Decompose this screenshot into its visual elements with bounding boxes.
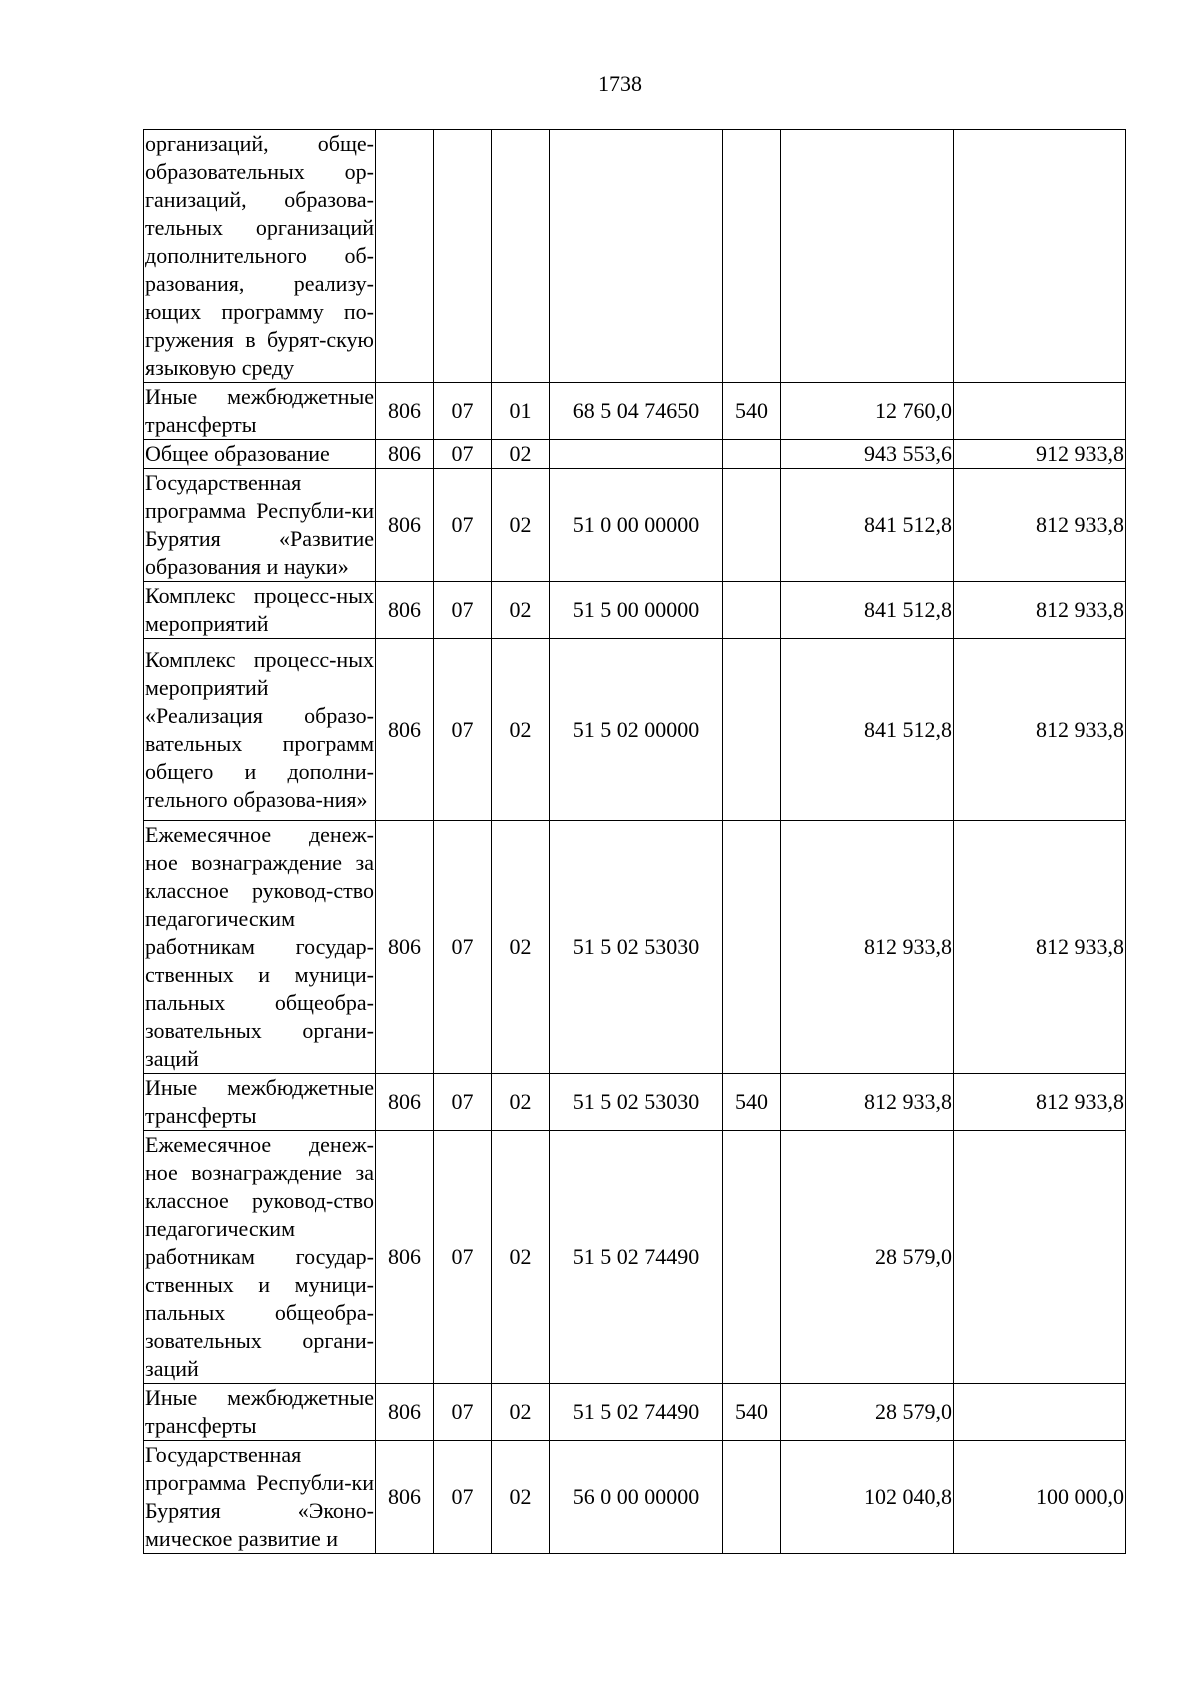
ministry-code-cell: 806 [376, 639, 434, 821]
expense-type-cell: 540 [723, 1074, 781, 1131]
amount-year2-cell: 812 933,8 [954, 821, 1126, 1074]
amount-year2-cell [954, 130, 1126, 383]
section-code-cell: 07 [434, 639, 492, 821]
ministry-code-cell: 806 [376, 1131, 434, 1384]
amount-year1-cell: 812 933,8 [781, 821, 954, 1074]
row-name-cell: Ежемесячное денеж-ное вознаграждение за классное руковод-ство педагогическим работникам государ-ственных и муници-пальных общеобра-зовательных органи-заций [144, 821, 376, 1074]
subsection-code-cell: 02 [492, 1384, 550, 1441]
table-body [144, 130, 1126, 1554]
expense-type-cell: 540 [723, 1384, 781, 1441]
table-row [144, 1074, 1126, 1131]
ministry-code-cell: 806 [376, 1384, 434, 1441]
table-row [144, 821, 1126, 1074]
subsection-code-cell: 02 [492, 1441, 550, 1554]
subsection-code-cell: 02 [492, 1074, 550, 1131]
ministry-code-cell: 806 [376, 582, 434, 639]
amount-year2-cell: 812 933,8 [954, 639, 1126, 821]
target-article-cell: 51 5 02 00000 [550, 639, 723, 821]
target-article-cell: 51 0 00 00000 [550, 469, 723, 582]
row-name-cell: Ежемесячное денеж-ное вознаграждение за классное руковод-ство педагогическим работникам государ-ственных и муници-пальных общеобра-зовательных органи-заций [144, 1131, 376, 1384]
amount-year1-cell: 28 579,0 [781, 1384, 954, 1441]
expense-type-cell [723, 469, 781, 582]
target-article-cell: 51 5 02 53030 [550, 821, 723, 1074]
amount-year2-cell: 100 000,0 [954, 1441, 1126, 1554]
amount-year1-cell: 841 512,8 [781, 582, 954, 639]
table-row [144, 469, 1126, 582]
table-row [144, 1441, 1126, 1554]
amount-year2-cell: 912 933,8 [954, 440, 1126, 469]
page-number: 1738 [598, 71, 642, 96]
amount-year1-cell: 102 040,8 [781, 1441, 954, 1554]
row-name-cell: Иные межбюджетные трансферты [144, 1074, 376, 1131]
table-row [144, 130, 1126, 383]
section-code-cell: 07 [434, 582, 492, 639]
expense-type-cell: 540 [723, 383, 781, 440]
ministry-code-cell [376, 130, 434, 383]
subsection-code-cell [492, 130, 550, 383]
section-code-cell: 07 [434, 383, 492, 440]
expense-type-cell [723, 582, 781, 639]
target-article-cell: 51 5 02 74490 [550, 1131, 723, 1384]
section-code-cell: 07 [434, 1131, 492, 1384]
ministry-code-cell: 806 [376, 469, 434, 582]
table-row [144, 582, 1126, 639]
subsection-code-cell: 02 [492, 440, 550, 469]
row-name-cell: Комплекс процесс-ных мероприятий [144, 582, 376, 639]
amount-year2-cell [954, 1131, 1126, 1384]
target-article-cell: 68 5 04 74650 [550, 383, 723, 440]
subsection-code-cell: 02 [492, 1131, 550, 1384]
section-code-cell: 07 [434, 469, 492, 582]
amount-year2-cell [954, 383, 1126, 440]
subsection-code-cell: 01 [492, 383, 550, 440]
ministry-code-cell: 806 [376, 1441, 434, 1554]
amount-year2-cell: 812 933,8 [954, 469, 1126, 582]
subsection-code-cell: 02 [492, 821, 550, 1074]
ministry-code-cell: 806 [376, 821, 434, 1074]
row-name-cell: Иные межбюджетные трансферты [144, 1384, 376, 1441]
ministry-code-cell: 806 [376, 383, 434, 440]
ministry-code-cell: 806 [376, 1074, 434, 1131]
amount-year1-cell [781, 130, 954, 383]
row-name-cell: Иные межбюджетные трансферты [144, 383, 376, 440]
target-article-cell: 51 5 02 74490 [550, 1384, 723, 1441]
amount-year1-cell: 943 553,6 [781, 440, 954, 469]
expense-type-cell [723, 1441, 781, 1554]
expense-type-cell [723, 639, 781, 821]
subsection-code-cell: 02 [492, 469, 550, 582]
table-row [144, 639, 1126, 821]
subsection-code-cell: 02 [492, 582, 550, 639]
expense-type-cell [723, 440, 781, 469]
amount-year1-cell: 28 579,0 [781, 1131, 954, 1384]
target-article-cell: 51 5 00 00000 [550, 582, 723, 639]
table-row [144, 440, 1126, 469]
row-name-cell: Государственная программа Республи-ки Бурятия «Эконо-мическое развитие и [144, 1441, 376, 1554]
section-code-cell: 07 [434, 440, 492, 469]
budget-table [143, 129, 1126, 1554]
expense-type-cell [723, 821, 781, 1074]
section-code-cell: 07 [434, 821, 492, 1074]
expense-type-cell [723, 130, 781, 383]
target-article-cell [550, 440, 723, 469]
section-code-cell: 07 [434, 1384, 492, 1441]
row-name-cell: организаций, обще-образовательных ор-ганизаций, образова-тельных организаций дополнительного об-разования, реализу-ющих программу по-гружения в бурят-скую языковую среду [144, 130, 376, 383]
amount-year1-cell: 841 512,8 [781, 469, 954, 582]
table-row [144, 1131, 1126, 1384]
target-article-cell: 56 0 00 00000 [550, 1441, 723, 1554]
expense-type-cell [723, 1131, 781, 1384]
amount-year1-cell: 812 933,8 [781, 1074, 954, 1131]
section-code-cell: 07 [434, 1074, 492, 1131]
row-name-cell: Государственная программа Республи-ки Бурятия «Развитие образования и науки» [144, 469, 376, 582]
table-row [144, 383, 1126, 440]
ministry-code-cell: 806 [376, 440, 434, 469]
target-article-cell: 51 5 02 53030 [550, 1074, 723, 1131]
target-article-cell [550, 130, 723, 383]
amount-year1-cell: 841 512,8 [781, 639, 954, 821]
row-name-cell: Комплекс процесс-ных мероприятий «Реализация образо-вательных программ общего и дополни-тельного образова-ния» [144, 639, 376, 821]
row-name-cell: Общее образование [144, 440, 376, 469]
amount-year2-cell: 812 933,8 [954, 582, 1126, 639]
amount-year1-cell: 12 760,0 [781, 383, 954, 440]
subsection-code-cell: 02 [492, 639, 550, 821]
section-code-cell [434, 130, 492, 383]
amount-year2-cell [954, 1384, 1126, 1441]
table-row [144, 1384, 1126, 1441]
section-code-cell: 07 [434, 1441, 492, 1554]
amount-year2-cell: 812 933,8 [954, 1074, 1126, 1131]
